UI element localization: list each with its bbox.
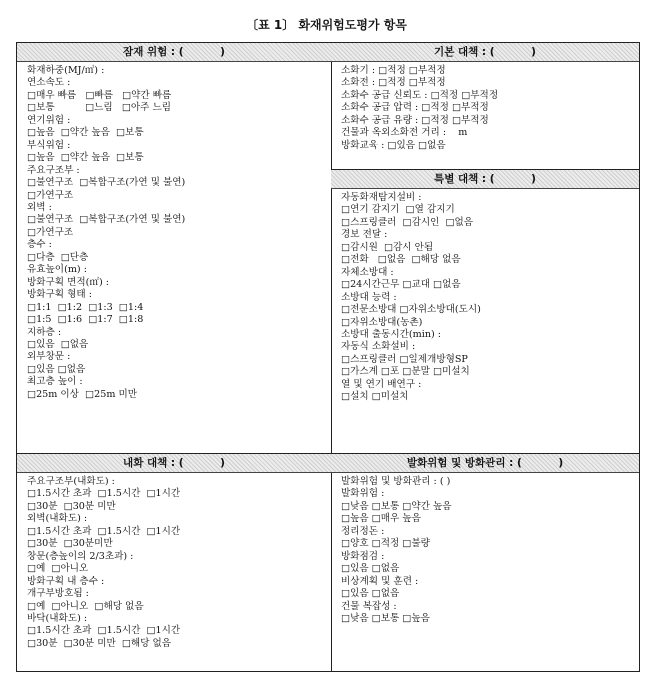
checklist-line: □24시간근무 □교대 □없음 <box>341 279 461 291</box>
checklist-line: 주요구조부(내화도) : <box>27 476 115 487</box>
checklist-line: 자동식 소화설비 : <box>341 341 416 353</box>
checklist-line: 건물과 옥외소화전 거리 : m <box>341 127 468 139</box>
ignition-management-items <box>331 473 639 625</box>
checklist-line: □설치 □미설치 <box>341 391 409 403</box>
checklist-line: □25m 이상 □25m 미만 <box>27 388 138 400</box>
section-fire-resistance <box>17 453 331 671</box>
checklist-line: □1.5시간 초과 □1.5시간 □1시간 <box>27 488 181 500</box>
checklist-line: □높음 □약간 높음 □보통 <box>27 127 144 139</box>
checklist-line: 소화전 : □적정 □부적정 <box>341 77 446 89</box>
section-latent-risk <box>17 43 331 469</box>
section-special-measures <box>331 169 639 455</box>
checklist-line: 연기위험 : <box>27 114 71 126</box>
checklist-line: □감시원 □감시 안됨 <box>341 241 434 253</box>
checklist-line: 방화구획 내 층수 : <box>27 575 105 587</box>
special-measures-items <box>331 189 639 404</box>
checklist-line: □전화 □없음 □해당 없음 <box>341 254 461 266</box>
checklist-line: □불연구조 □복합구조(가연 및 불연) <box>27 177 186 189</box>
checklist-line: 경보 전달 : <box>341 229 388 241</box>
checklist-line: 자체소방대 : <box>341 266 394 278</box>
checklist-line: 소화수 공급 신뢰도 : □적정 □부적정 <box>341 89 499 101</box>
table-title: 〔표 1〕 화재위험도평가 항목 <box>246 18 407 32</box>
checklist-line: 소화수 공급 압력 : □적정 □부적정 <box>341 102 489 114</box>
checklist-line: 소방대 능력 : <box>341 291 397 303</box>
checklist-line: 연소속도 : <box>27 77 71 89</box>
section-header-special-measures: 특별 대책 : ( ) <box>331 170 639 189</box>
left-column <box>17 43 332 671</box>
checklist-line: 소화수 공급 유량 : □적정 □부적정 <box>341 114 489 126</box>
checklist-line: 부식위험 : <box>27 139 71 151</box>
checklist-line: 지하층 : <box>27 326 62 338</box>
section-header-basic-measures: 기본 대책 : ( ) <box>331 43 639 62</box>
checklist-line: □스프링클러 □감시인 □없음 <box>341 216 474 228</box>
checklist-line: □1.5시간 초과 □1.5시간 □1시간 <box>27 625 181 637</box>
checklist-line: □30분 □30분미만 <box>27 538 113 550</box>
checklist-line: 외벽 : <box>27 201 52 213</box>
checklist-line: 주요구조부 : <box>27 164 80 176</box>
checklist-line: □가연구조 <box>27 226 74 238</box>
checklist-line: 방화교육 : □있음 □없음 <box>341 139 446 151</box>
section-basic-measures <box>331 43 639 169</box>
checklist-line: □전문소방대 □자위소방대(도시) <box>341 304 481 316</box>
checklist-line: □낮음 □보통 □높음 <box>341 612 430 624</box>
checklist-line: □예 □아니오 <box>27 563 89 575</box>
checklist-line: 최고층 높이 : <box>27 376 83 388</box>
checklist-line: □높음 □매우 높음 <box>341 513 421 525</box>
checklist-line: □낮음 □보통 □약간 높음 <box>341 500 452 512</box>
checklist-line: □가연구조 <box>27 189 74 201</box>
checklist-line: 외부창문 : <box>27 351 71 363</box>
checklist-line: □있음 □없음 <box>27 338 89 350</box>
checklist-line: 발화위험 : <box>341 488 385 500</box>
checklist-line: □가스계 □포 □분말 □미설치 <box>341 366 470 378</box>
checklist-line: □30분 □30분 미만 <box>27 500 116 512</box>
checklist-line: 정리정돈 : <box>341 525 385 537</box>
checklist-line: □높음 □약간 높음 □보통 <box>27 152 144 164</box>
checklist-line: 열 및 연기 배연구 : <box>341 378 422 390</box>
section-header-fire-resistance: 내화 대책 : ( ) <box>17 454 331 473</box>
checklist-line: □다층 □단층 <box>27 251 89 263</box>
checklist-line: 소방대 출동시간(min) : <box>341 328 442 340</box>
checklist-line: 소화기 : □적정 □부적정 <box>341 65 446 76</box>
checklist-line: 발화위험 및 방화관리 : ( ) <box>341 476 451 487</box>
section-ignition-management <box>331 453 639 671</box>
checklist-line: 외벽(내화도) : <box>27 513 88 525</box>
checklist-line: □1.5시간 초과 □1.5시간 □1시간 <box>27 525 181 537</box>
checklist-line: □있음 □없음 <box>27 363 86 375</box>
checklist-line: □예 □아니오 □해당 없음 <box>27 600 144 612</box>
checklist-line: 화재하중(MJ/㎡) : <box>27 65 105 76</box>
checklist-line: 건물 복잡성 : <box>341 600 397 612</box>
right-column <box>331 43 639 671</box>
checklist-line: 창문(층높이의 2/3초과) : <box>27 550 134 562</box>
checklist-line: 자동화재탐지설비 : <box>341 192 422 203</box>
checklist-line: □양호 □적정 □불량 <box>341 538 430 550</box>
section-header-ignition-management: 발화위험 및 방화관리 : ( ) <box>331 454 639 473</box>
checklist-line: □불연구조 □복합구조(가연 및 불연) <box>27 214 186 226</box>
checklist-line: 바닥(내화도) : <box>27 612 88 624</box>
checklist-line: □1:5 □1:6 □1:7 □1:8 <box>27 314 144 326</box>
section-header-latent-risk: 잠재 위험 : ( ) <box>17 43 331 62</box>
fire-resistance-items <box>17 473 331 650</box>
latent-risk-items <box>17 62 331 401</box>
checklist-line: □스프링클러 □일제개방형SP <box>341 353 468 365</box>
checklist-line: 층수 : <box>27 239 52 251</box>
checklist-line: □있음 □없음 <box>341 588 400 600</box>
checklist-line: □30분 □30분 미만 □해당 없음 <box>27 637 172 649</box>
assessment-table <box>16 42 640 672</box>
checklist-line: 비상계획 및 훈련 : <box>341 575 419 587</box>
checklist-line: □매우 빠름 □빠름 □약간 빠름 <box>27 89 172 101</box>
checklist-line: □1:1 □1:2 □1:3 □1:4 <box>27 301 144 313</box>
checklist-line: 방화구획 형태 : <box>27 289 92 301</box>
checklist-line: 유효높이(m) : <box>27 264 87 276</box>
checklist-line: □있음 □없음 <box>341 563 400 575</box>
checklist-line: 방화구획 면적(㎡) : <box>27 276 110 288</box>
checklist-line: □연기 감지기 □열 감지기 <box>341 204 455 216</box>
checklist-line: 방화점검 : <box>341 550 385 562</box>
checklist-line: □보통 □느림 □아주 느림 <box>27 102 172 114</box>
checklist-line: 개구부방호됨 : <box>27 588 89 600</box>
checklist-line: □자위소방대(농촌) <box>341 316 423 328</box>
basic-measures-items <box>331 62 639 152</box>
